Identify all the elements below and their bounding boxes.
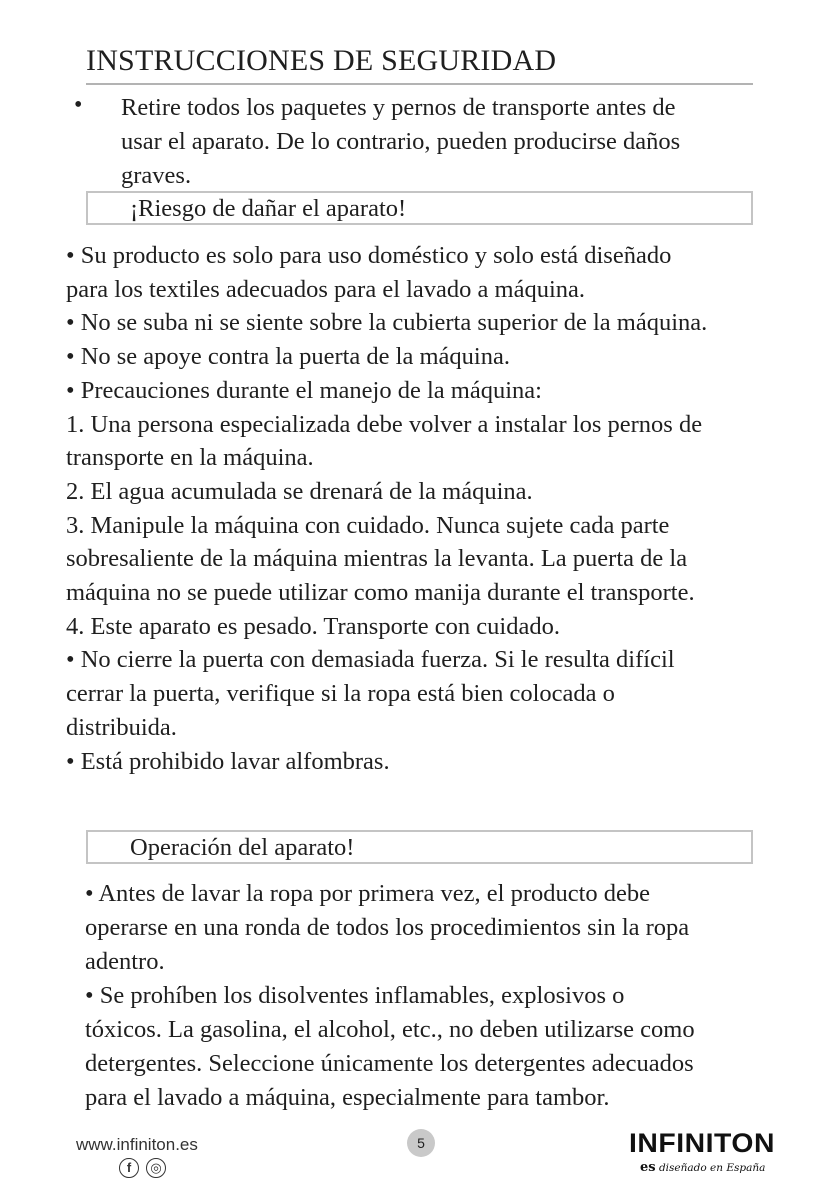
footer-website-link[interactable]: www.infiniton.es	[76, 1135, 198, 1154]
bullet-marker: •	[74, 92, 83, 118]
text-line: detergentes. Seleccione únicamente los detergentes adecuados	[85, 1050, 694, 1077]
paragraph-line: usar el aparato. De lo contrario, pueden producirse daños	[121, 128, 681, 155]
operation-instructions-list	[85, 877, 805, 1115]
text-line: sobresaliente de la máquina mientras la levanta. La puerta de la	[66, 545, 688, 573]
text-line: tóxicos. La gasolina, el alcohol, etc., no deben utilizarse como	[85, 1016, 695, 1043]
text-line: 3. Manipule la máquina con cuidado. Nunca sujete cada parte	[66, 511, 670, 539]
page-number-badge: 5	[407, 1129, 435, 1157]
instagram-icon[interactable]	[146, 1158, 166, 1178]
tagline-text: diseñado en España	[658, 1162, 766, 1174]
facebook-icon[interactable]	[119, 1158, 139, 1178]
warning-box-operation: Operación del aparato!	[86, 830, 753, 864]
paragraph-line: Retire todos los paquetes y pernos de transporte antes de	[121, 94, 676, 121]
text-line: • No se suba ni se siente sobre la cubierta superior de la máquina.	[66, 309, 708, 337]
text-line: • Está prohibido lavar alfombras.	[66, 747, 390, 775]
text-line: operarse en una ronda de todos los procedimientos sin la ropa	[85, 914, 690, 941]
text-line: • No se apoye contra la puerta de la máquina.	[66, 343, 510, 371]
safety-instructions-list	[66, 239, 806, 778]
text-line: 4. Este aparato es pesado. Transporte con cuidado.	[66, 612, 560, 640]
text-line: para los textiles adecuados para el lavado a máquina.	[66, 275, 586, 303]
paragraph-line: graves.	[121, 162, 192, 189]
text-line: adentro.	[85, 948, 165, 975]
page-title: INSTRUCCIONES DE SEGURIDAD	[86, 44, 557, 77]
title-divider	[86, 83, 753, 85]
text-line: • No cierre la puerta con demasiada fuerza. Si le resulta difícil	[66, 646, 675, 674]
text-line: distribuida.	[66, 713, 177, 741]
text-line: cerrar la puerta, verifique si la ropa está bien colocada o	[66, 680, 615, 708]
brand-tagline	[640, 1160, 765, 1175]
text-line: para el lavado a máquina, especialmente para tambor.	[85, 1084, 610, 1111]
text-line: 1. Una persona especializada debe volver a instalar los pernos de	[66, 410, 703, 438]
warning-box-risk: ¡Riesgo de dañar el aparato!	[86, 191, 753, 225]
text-line: • Su producto es solo para uso doméstico y solo está diseñado	[66, 242, 672, 269]
instagram-glyph: ◎	[150, 1160, 162, 1175]
tagline-es: es	[640, 1160, 656, 1175]
text-line: máquina no se puede utilizar como manija durante el transporte.	[66, 579, 695, 607]
text-line: 2. El agua acumulada se drenará de la máquina.	[66, 477, 533, 505]
text-line: • Antes de lavar la ropa por primera vez, el producto debe	[85, 880, 651, 907]
text-line: • Se prohíben los disolventes inflamables, explosivos o	[85, 982, 625, 1009]
text-line: • Precauciones durante el manejo de la máquina:	[66, 376, 542, 404]
brand-logo: INFINITON	[629, 1128, 775, 1158]
facebook-glyph: f	[126, 1160, 132, 1175]
top-bullet-paragraph	[121, 91, 781, 193]
text-line: transporte en la máquina.	[66, 444, 314, 472]
